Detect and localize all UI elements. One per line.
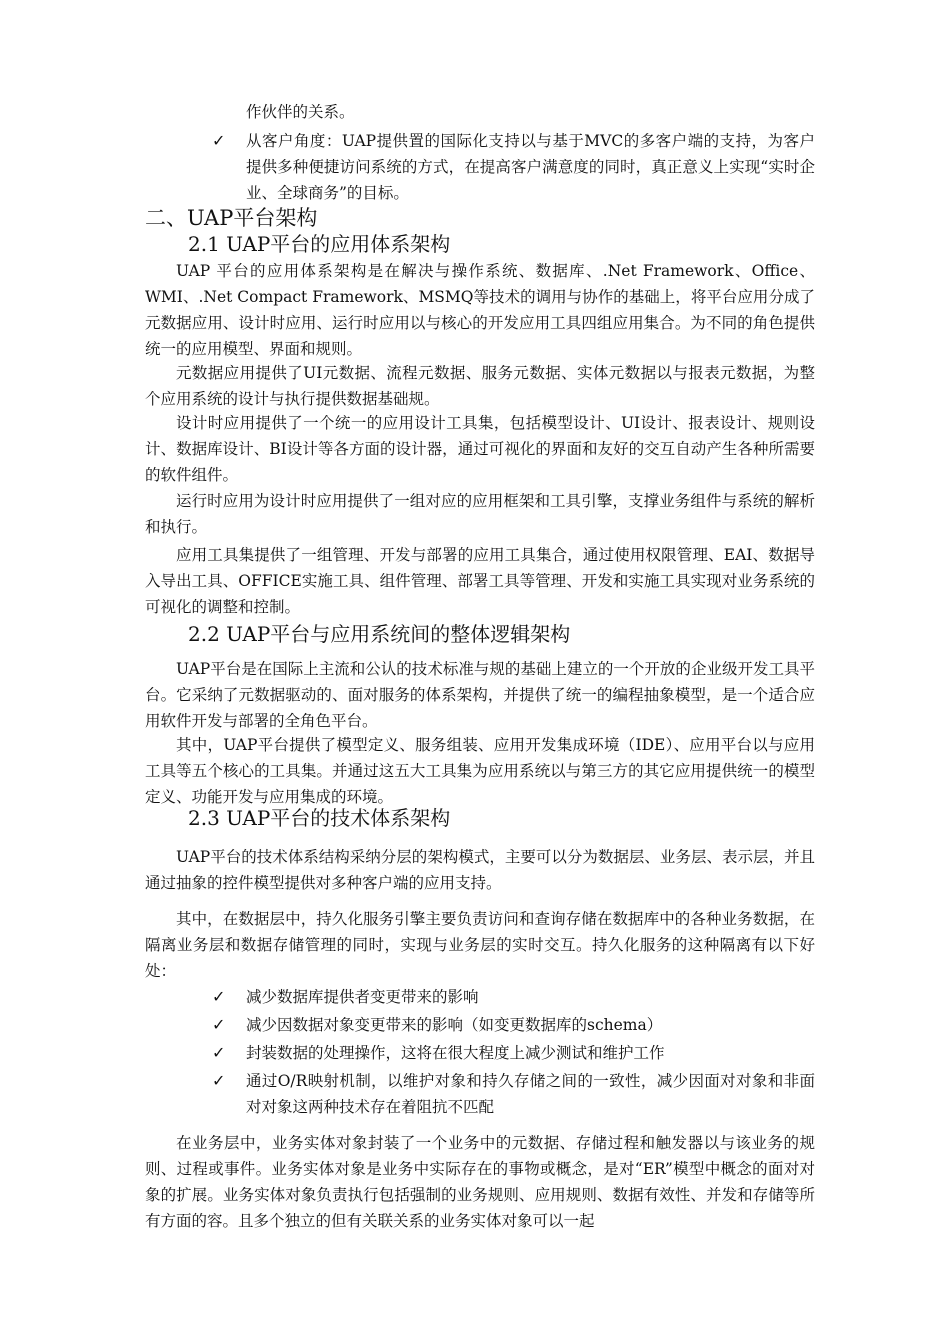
checkmark-icon: ✓ <box>212 1015 226 1034</box>
benefit-text: 通过O/R映射机制，以维护对象和持久存储之间的一致性，减少因面对对象和非面对对象这两种技术存在着阻抗不匹配 <box>246 1072 815 1116</box>
benefit-item-2 <box>212 1012 815 1038</box>
section-2-heading: 二、UAP平台架构 <box>145 206 318 230</box>
benefit-item-3 <box>212 1040 815 1066</box>
s21-paragraph-2: 元数据应用提供了UI元数据、流程元数据、服务元数据、实体元数据以与报表元数据，为整个应用系统的设计与执行提供数据基础规。 <box>145 364 815 408</box>
benefit-text: 减少数据库提供者变更带来的影响 <box>246 988 479 1006</box>
benefit-text: 封装数据的处理操作，这将在很大程度上减少测试和维护工作 <box>246 1044 665 1062</box>
s23-paragraph-3: 在业务层中，业务实体对象封装了一个业务中的元数据、存储过程和触发器以与该业务的规则、过程或事件。业务实体对象是业务中实际存在的事物或概念，是对“ER”模型中概念的面对对象的扩展。业务实体对象负责执行包括强制的业务规则、应用规则、数据有效性、并发和存储等所有方面的容。且多个独立的但有关联关系的业务实体对象可以一起 <box>145 1134 815 1230</box>
bullet-customer-perspective <box>212 128 815 206</box>
s21-paragraph-1: UAP 平台的应用体系架构是在解决与操作系统、数据库、.Net Framework、Office、WMI、.Net Compact Framework、MSMQ等技术的调用与协作的基础上，将平台应用分成了元数据应用、设计时应用、运行时应用以与核心的开发应用工具四组应用集合。为不同的角色提供统一的应用模型、界面和规则。 <box>145 262 815 358</box>
top-continuation-text: 作伙伴的关系。 <box>246 103 355 121</box>
checkmark-icon: ✓ <box>212 987 226 1006</box>
s23-paragraph-2: 其中，在数据层中，持久化服务引擎主要负责访问和查询存储在数据库中的各种业务数据，在隔离业务层和数据存储管理的同时，实现与业务层的实时交互。持久化服务的这种隔离有以下好处： <box>145 910 815 980</box>
s21-paragraph-4: 运行时应用为设计时应用提供了一组对应的应用框架和工具引擎，支撑业务组件与系统的解析和执行。 <box>145 492 815 536</box>
section-2-2-heading: 2.2 UAP平台与应用系统间的整体逻辑架构 <box>188 622 571 646</box>
checkmark-icon: ✓ <box>212 1043 226 1062</box>
benefit-text: 减少因数据对象变更带来的影响（如变更数据库的schema） <box>246 1016 663 1034</box>
s21-paragraph-3: 设计时应用提供了一个统一的应用设计工具集，包括模型设计、UI设计、报表设计、规则设计、数据库设计、BI设计等各方面的设计器，通过可视化的界面和友好的交互自动产生各种所需要的软件组件。 <box>145 414 815 484</box>
s21-paragraph-5: 应用工具集提供了一组管理、开发与部署的应用工具集合，通过使用权限管理、EAI、数据导入导出工具、OFFICE实施工具、组件管理、部署工具等管理、开发和实施工具实现对业务系统的可视化的调整和控制。 <box>145 546 815 616</box>
s22-paragraph-2: 其中，UAP平台提供了模型定义、服务组装、应用开发集成环境（IDE）、应用平台以与应用工具等五个核心的工具集。并通过这五大工具集为应用系统以与第三方的其它应用提供统一的模型定义、功能开发与应用集成的环境。 <box>145 736 815 806</box>
benefit-item-4 <box>212 1068 815 1120</box>
section-2-3-heading: 2.3 UAP平台的技术体系架构 <box>188 806 451 830</box>
checkmark-icon: ✓ <box>212 1071 226 1090</box>
benefit-item-1 <box>212 984 815 1010</box>
checkmark-icon: ✓ <box>212 131 226 150</box>
s22-paragraph-1: UAP平台是在国际上主流和公认的技术标准与规的基础上建立的一个开放的企业级开发工具平台。它采纳了元数据驱动的、面对服务的体系架构，并提供了统一的编程抽象模型，是一个适合应用软件开发与部署的全角色平台。 <box>145 660 815 730</box>
section-2-1-heading: 2.1 UAP平台的应用体系架构 <box>188 232 451 256</box>
bullet-customer-text: 从客户角度：UAP提供置的国际化支持以与基于MVC的多客户端的支持，为客户提供多种便捷访问系统的方式，在提高客户满意度的同时，真正意义上实现“实时企业、全球商务”的目标。 <box>246 132 815 202</box>
s23-paragraph-1: UAP平台的技术体系结构采纳分层的架构模式，主要可以分为数据层、业务层、表示层，并且通过抽象的控件模型提供对多种客户端的应用支持。 <box>145 848 815 892</box>
